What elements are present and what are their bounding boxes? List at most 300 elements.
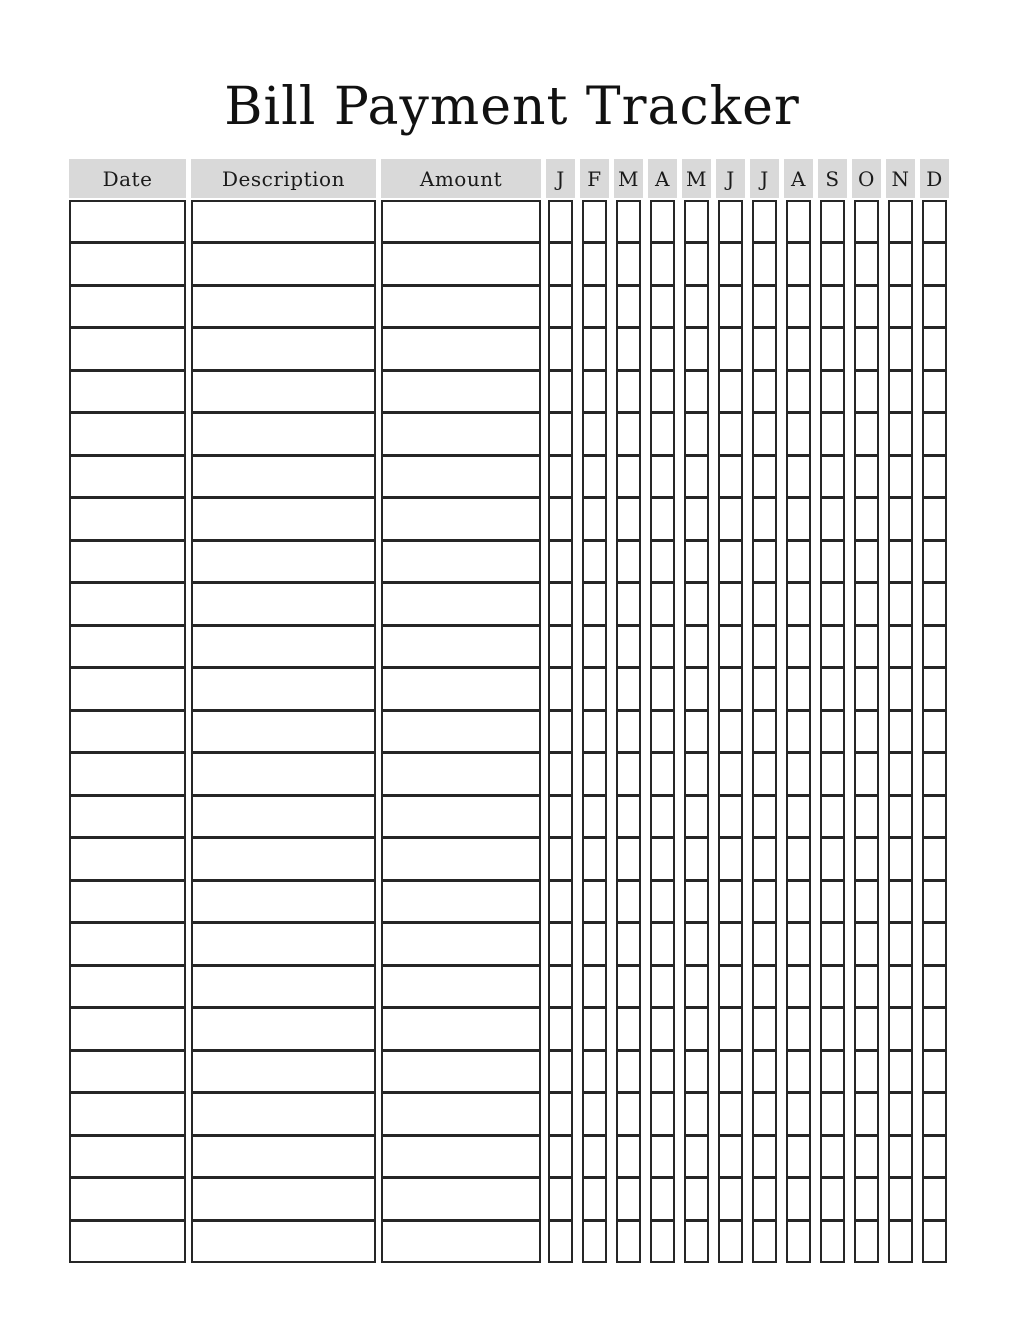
column-month-mar-cell — [618, 372, 639, 414]
column-month-mar-cell — [618, 244, 639, 286]
column-month-sep-cell — [822, 839, 843, 881]
column-month-sep-cell — [822, 244, 843, 286]
column-month-may-cell — [686, 627, 707, 669]
column-month-feb-cell — [584, 627, 605, 669]
column-month-aug-cell — [788, 924, 809, 966]
column-month-may-cell — [686, 457, 707, 499]
column-amount-cell — [383, 287, 539, 329]
column-month-apr-cell — [652, 329, 673, 371]
column-month-aug-cell — [788, 967, 809, 1009]
column-month-feb-cell — [584, 1094, 605, 1136]
column-month-jul-header: J — [750, 159, 779, 198]
column-month-apr-cell — [652, 1094, 673, 1136]
column-month-mar-cell — [618, 1137, 639, 1179]
column-description-cell — [193, 1137, 374, 1179]
column-month-feb-cell — [584, 202, 605, 244]
column-amount-cell — [383, 457, 539, 499]
column-month-apr-cell — [652, 797, 673, 839]
column-amount-cell — [383, 414, 539, 456]
column-month-dec-cell — [924, 669, 945, 711]
column-month-may-cell — [686, 839, 707, 881]
column-description-cell — [193, 584, 374, 626]
column-month-mar-cell — [618, 1179, 639, 1221]
column-month-nov-cell — [890, 967, 911, 1009]
column-month-jan-cell — [550, 372, 571, 414]
column-amount-cell — [383, 584, 539, 626]
column-month-jan-cell — [550, 627, 571, 669]
column-month-mar-cell — [618, 839, 639, 881]
column-amount-cell — [383, 924, 539, 966]
column-month-sep-cell — [822, 499, 843, 541]
column-month-dec-cell — [924, 1094, 945, 1136]
column-amount — [381, 159, 541, 1263]
column-month-sep-cell — [822, 924, 843, 966]
column-month-dec-cell — [924, 499, 945, 541]
column-month-feb-cell — [584, 754, 605, 796]
column-month-apr-cell — [652, 924, 673, 966]
column-month-oct — [852, 159, 881, 1263]
column-month-nov-cell — [890, 839, 911, 881]
column-date-cell — [71, 1179, 184, 1221]
column-description-cell — [193, 1052, 374, 1094]
column-month-oct-cell — [856, 1137, 877, 1179]
column-date-cell — [71, 1137, 184, 1179]
column-month-mar-cell — [618, 329, 639, 371]
column-month-dec — [920, 159, 949, 1263]
column-month-aug-cell — [788, 882, 809, 924]
column-month-nov-cell — [890, 1052, 911, 1094]
column-amount-cell — [383, 244, 539, 286]
column-month-oct-cell — [856, 1179, 877, 1221]
column-month-mar-cell — [618, 712, 639, 754]
column-month-aug-cell — [788, 287, 809, 329]
column-month-jul-cell — [754, 1222, 775, 1261]
column-date-body — [69, 200, 186, 1263]
column-month-feb-header: F — [580, 159, 609, 198]
column-month-jul-cell — [754, 1052, 775, 1094]
column-month-may-cell — [686, 542, 707, 584]
column-month-aug-cell — [788, 1052, 809, 1094]
column-month-feb-cell — [584, 499, 605, 541]
column-month-jul-cell — [754, 202, 775, 244]
column-month-nov-cell — [890, 1179, 911, 1221]
column-month-aug-cell — [788, 542, 809, 584]
column-month-jul-cell — [754, 244, 775, 286]
column-amount-cell — [383, 499, 539, 541]
column-amount-cell — [383, 372, 539, 414]
column-month-sep-cell — [822, 542, 843, 584]
column-description-cell — [193, 1094, 374, 1136]
column-amount-cell — [383, 1179, 539, 1221]
column-month-dec-cell — [924, 414, 945, 456]
column-month-dec-cell — [924, 712, 945, 754]
column-month-oct-cell — [856, 1052, 877, 1094]
column-month-mar-cell — [618, 754, 639, 796]
column-month-may-cell — [686, 882, 707, 924]
column-month-jan-cell — [550, 542, 571, 584]
column-month-jun-cell — [720, 244, 741, 286]
column-month-mar-cell — [618, 1094, 639, 1136]
column-month-jan-cell — [550, 414, 571, 456]
column-month-jan-cell — [550, 202, 571, 244]
column-month-jun — [716, 159, 745, 1263]
column-month-jun-cell — [720, 967, 741, 1009]
column-month-apr-cell — [652, 1222, 673, 1261]
column-month-jun-cell — [720, 372, 741, 414]
column-description-cell — [193, 499, 374, 541]
column-date-cell — [71, 797, 184, 839]
column-description-cell — [193, 244, 374, 286]
column-date-cell — [71, 244, 184, 286]
column-month-aug-header: A — [784, 159, 813, 198]
column-month-aug-body — [786, 200, 811, 1263]
column-month-apr-cell — [652, 1052, 673, 1094]
column-date-cell — [71, 1009, 184, 1051]
column-amount-cell — [383, 1094, 539, 1136]
column-month-mar-cell — [618, 882, 639, 924]
column-month-aug-cell — [788, 414, 809, 456]
column-month-feb-cell — [584, 967, 605, 1009]
column-date-cell — [71, 457, 184, 499]
column-month-may-body — [684, 200, 709, 1263]
column-month-may-cell — [686, 1179, 707, 1221]
column-amount-cell — [383, 882, 539, 924]
column-month-feb-cell — [584, 839, 605, 881]
column-month-aug-cell — [788, 839, 809, 881]
column-month-may-cell — [686, 924, 707, 966]
column-month-oct-cell — [856, 1094, 877, 1136]
column-month-oct-header: O — [852, 159, 881, 198]
column-month-apr-cell — [652, 202, 673, 244]
column-month-nov-cell — [890, 457, 911, 499]
column-month-jun-cell — [720, 542, 741, 584]
column-amount-cell — [383, 839, 539, 881]
column-description-cell — [193, 329, 374, 371]
column-description-header: Description — [191, 159, 376, 198]
column-amount-cell — [383, 627, 539, 669]
column-month-jul-cell — [754, 754, 775, 796]
column-month-nov-cell — [890, 329, 911, 371]
column-month-feb-cell — [584, 542, 605, 584]
column-month-mar-cell — [618, 1222, 639, 1261]
column-month-may-cell — [686, 797, 707, 839]
column-month-jul-cell — [754, 1179, 775, 1221]
column-month-dec-cell — [924, 924, 945, 966]
column-month-jul-cell — [754, 669, 775, 711]
column-month-jul-cell — [754, 924, 775, 966]
column-month-sep-cell — [822, 287, 843, 329]
column-month-sep-cell — [822, 584, 843, 626]
column-month-sep-cell — [822, 712, 843, 754]
column-month-jun-cell — [720, 627, 741, 669]
column-month-nov-cell — [890, 924, 911, 966]
column-month-feb-cell — [584, 1009, 605, 1051]
column-month-nov-cell — [890, 287, 911, 329]
column-month-aug-cell — [788, 797, 809, 839]
column-month-nov-cell — [890, 584, 911, 626]
column-month-dec-cell — [924, 1052, 945, 1094]
column-month-may-cell — [686, 244, 707, 286]
column-month-jan-cell — [550, 839, 571, 881]
column-description-cell — [193, 712, 374, 754]
column-month-jan-cell — [550, 457, 571, 499]
column-month-aug-cell — [788, 1137, 809, 1179]
column-month-jan-cell — [550, 1222, 571, 1261]
column-month-nov-cell — [890, 202, 911, 244]
column-month-may-cell — [686, 754, 707, 796]
column-month-jun-cell — [720, 584, 741, 626]
column-amount-cell — [383, 1137, 539, 1179]
column-description — [191, 159, 376, 1263]
column-month-jun-cell — [720, 1052, 741, 1094]
column-month-oct-cell — [856, 1222, 877, 1261]
column-month-dec-cell — [924, 967, 945, 1009]
column-month-may-cell — [686, 372, 707, 414]
column-month-dec-cell — [924, 882, 945, 924]
column-month-jan-cell — [550, 1137, 571, 1179]
column-description-body — [191, 200, 376, 1263]
column-month-jul-body — [752, 200, 777, 1263]
column-month-aug-cell — [788, 669, 809, 711]
column-month-jun-cell — [720, 839, 741, 881]
column-month-may — [682, 159, 711, 1263]
column-month-oct-cell — [856, 627, 877, 669]
column-month-may-cell — [686, 202, 707, 244]
column-month-dec-cell — [924, 1222, 945, 1261]
column-month-jan-cell — [550, 924, 571, 966]
column-month-jan-cell — [550, 797, 571, 839]
column-month-may-cell — [686, 584, 707, 626]
column-month-mar-cell — [618, 457, 639, 499]
column-month-feb-cell — [584, 669, 605, 711]
column-month-feb-cell — [584, 287, 605, 329]
column-date-cell — [71, 627, 184, 669]
column-month-oct-cell — [856, 542, 877, 584]
column-month-feb-cell — [584, 1137, 605, 1179]
column-month-sep-cell — [822, 1137, 843, 1179]
column-month-apr-cell — [652, 967, 673, 1009]
column-date — [69, 159, 186, 1263]
column-date-cell — [71, 329, 184, 371]
column-month-apr-cell — [652, 839, 673, 881]
column-month-sep-cell — [822, 457, 843, 499]
column-month-apr — [648, 159, 677, 1263]
column-description-cell — [193, 839, 374, 881]
column-date-cell — [71, 924, 184, 966]
column-month-jan-cell — [550, 754, 571, 796]
column-month-jan-cell — [550, 1009, 571, 1051]
column-month-jul-cell — [754, 839, 775, 881]
column-amount-cell — [383, 967, 539, 1009]
column-month-nov-cell — [890, 372, 911, 414]
column-month-sep-cell — [822, 669, 843, 711]
column-month-dec-header: D — [920, 159, 949, 198]
column-month-feb-cell — [584, 1179, 605, 1221]
column-month-apr-cell — [652, 712, 673, 754]
column-month-aug-cell — [788, 1009, 809, 1051]
column-month-feb — [580, 159, 609, 1263]
column-description-cell — [193, 287, 374, 329]
column-month-jan-cell — [550, 669, 571, 711]
column-month-nov-cell — [890, 244, 911, 286]
column-month-mar-cell — [618, 669, 639, 711]
column-description-cell — [193, 202, 374, 244]
column-amount-cell — [383, 1009, 539, 1051]
column-month-aug-cell — [788, 627, 809, 669]
column-month-nov-body — [888, 200, 913, 1263]
column-month-jan-cell — [550, 967, 571, 1009]
column-month-jul-cell — [754, 584, 775, 626]
column-date-cell — [71, 712, 184, 754]
column-description-cell — [193, 542, 374, 584]
column-month-mar-cell — [618, 1052, 639, 1094]
column-month-nov-cell — [890, 1222, 911, 1261]
column-date-cell — [71, 584, 184, 626]
column-month-jun-cell — [720, 1009, 741, 1051]
column-month-apr-cell — [652, 584, 673, 626]
column-month-jul-cell — [754, 1094, 775, 1136]
column-month-sep-cell — [822, 329, 843, 371]
column-month-jan-body — [548, 200, 573, 1263]
column-month-oct-cell — [856, 669, 877, 711]
column-month-sep-cell — [822, 372, 843, 414]
column-month-dec-cell — [924, 244, 945, 286]
column-month-sep-cell — [822, 797, 843, 839]
column-month-jul-cell — [754, 797, 775, 839]
column-amount-header: Amount — [381, 159, 541, 198]
column-month-dec-cell — [924, 839, 945, 881]
column-month-mar-body — [616, 200, 641, 1263]
column-month-apr-cell — [652, 244, 673, 286]
column-month-apr-cell — [652, 414, 673, 456]
column-month-aug-cell — [788, 754, 809, 796]
column-month-jul-cell — [754, 499, 775, 541]
column-month-apr-cell — [652, 1179, 673, 1221]
column-month-mar-cell — [618, 414, 639, 456]
column-description-cell — [193, 754, 374, 796]
column-amount-cell — [383, 712, 539, 754]
column-month-oct-cell — [856, 712, 877, 754]
column-month-feb-cell — [584, 882, 605, 924]
column-description-cell — [193, 797, 374, 839]
column-month-jan — [546, 159, 575, 1263]
column-month-oct-cell — [856, 967, 877, 1009]
column-month-sep — [818, 159, 847, 1263]
column-month-may-cell — [686, 499, 707, 541]
column-date-cell — [71, 1052, 184, 1094]
column-month-feb-cell — [584, 797, 605, 839]
column-month-jul-cell — [754, 712, 775, 754]
column-month-oct-cell — [856, 499, 877, 541]
column-month-nov-cell — [890, 627, 911, 669]
column-month-sep-cell — [822, 1052, 843, 1094]
column-month-dec-cell — [924, 287, 945, 329]
column-month-aug-cell — [788, 499, 809, 541]
column-month-jan-cell — [550, 1052, 571, 1094]
column-month-nov-cell — [890, 499, 911, 541]
column-month-nov-cell — [890, 1137, 911, 1179]
column-amount-cell — [383, 797, 539, 839]
column-month-oct-cell — [856, 244, 877, 286]
column-month-oct-cell — [856, 457, 877, 499]
column-month-jun-body — [718, 200, 743, 1263]
column-month-nov-cell — [890, 882, 911, 924]
column-month-jun-cell — [720, 414, 741, 456]
column-amount-cell — [383, 669, 539, 711]
column-date-cell — [71, 372, 184, 414]
column-month-jun-cell — [720, 924, 741, 966]
column-month-may-header: M — [682, 159, 711, 198]
column-month-apr-cell — [652, 627, 673, 669]
column-month-jan-cell — [550, 329, 571, 371]
column-month-oct-cell — [856, 882, 877, 924]
column-month-aug-cell — [788, 244, 809, 286]
column-month-dec-cell — [924, 1137, 945, 1179]
column-month-sep-cell — [822, 967, 843, 1009]
column-month-feb-cell — [584, 1052, 605, 1094]
column-month-dec-cell — [924, 584, 945, 626]
column-month-jun-cell — [720, 754, 741, 796]
column-month-sep-cell — [822, 882, 843, 924]
column-month-feb-cell — [584, 244, 605, 286]
column-month-dec-cell — [924, 542, 945, 584]
column-month-apr-cell — [652, 287, 673, 329]
column-month-apr-body — [650, 200, 675, 1263]
column-month-nov-cell — [890, 669, 911, 711]
column-month-apr-cell — [652, 372, 673, 414]
column-month-sep-cell — [822, 1094, 843, 1136]
column-month-jul-cell — [754, 542, 775, 584]
column-month-jun-cell — [720, 797, 741, 839]
column-description-cell — [193, 669, 374, 711]
column-month-oct-cell — [856, 202, 877, 244]
column-month-nov-cell — [890, 797, 911, 839]
column-month-aug-cell — [788, 712, 809, 754]
column-month-nov-cell — [890, 712, 911, 754]
column-month-jun-cell — [720, 457, 741, 499]
column-month-may-cell — [686, 967, 707, 1009]
column-month-oct-cell — [856, 584, 877, 626]
column-month-sep-cell — [822, 202, 843, 244]
column-month-jul-cell — [754, 457, 775, 499]
column-month-nov-cell — [890, 754, 911, 796]
column-amount-cell — [383, 1052, 539, 1094]
column-month-mar-header: M — [614, 159, 643, 198]
column-month-mar-cell — [618, 924, 639, 966]
column-description-cell — [193, 1179, 374, 1221]
column-month-jan-cell — [550, 1179, 571, 1221]
column-description-cell — [193, 924, 374, 966]
column-month-oct-cell — [856, 372, 877, 414]
page-title: Bill Payment Tracker — [224, 77, 800, 137]
column-description-cell — [193, 372, 374, 414]
column-date-cell — [71, 202, 184, 244]
column-month-sep-header: S — [818, 159, 847, 198]
column-month-feb-cell — [584, 329, 605, 371]
column-month-dec-cell — [924, 797, 945, 839]
column-month-dec-body — [922, 200, 947, 1263]
column-month-dec-cell — [924, 1179, 945, 1221]
column-month-oct-cell — [856, 1009, 877, 1051]
column-month-oct-cell — [856, 414, 877, 456]
column-month-jan-cell — [550, 882, 571, 924]
column-month-sep-cell — [822, 1179, 843, 1221]
column-month-jan-header: J — [546, 159, 575, 198]
column-amount-cell — [383, 329, 539, 371]
column-month-mar-cell — [618, 797, 639, 839]
column-month-feb-cell — [584, 924, 605, 966]
column-month-jan-cell — [550, 499, 571, 541]
